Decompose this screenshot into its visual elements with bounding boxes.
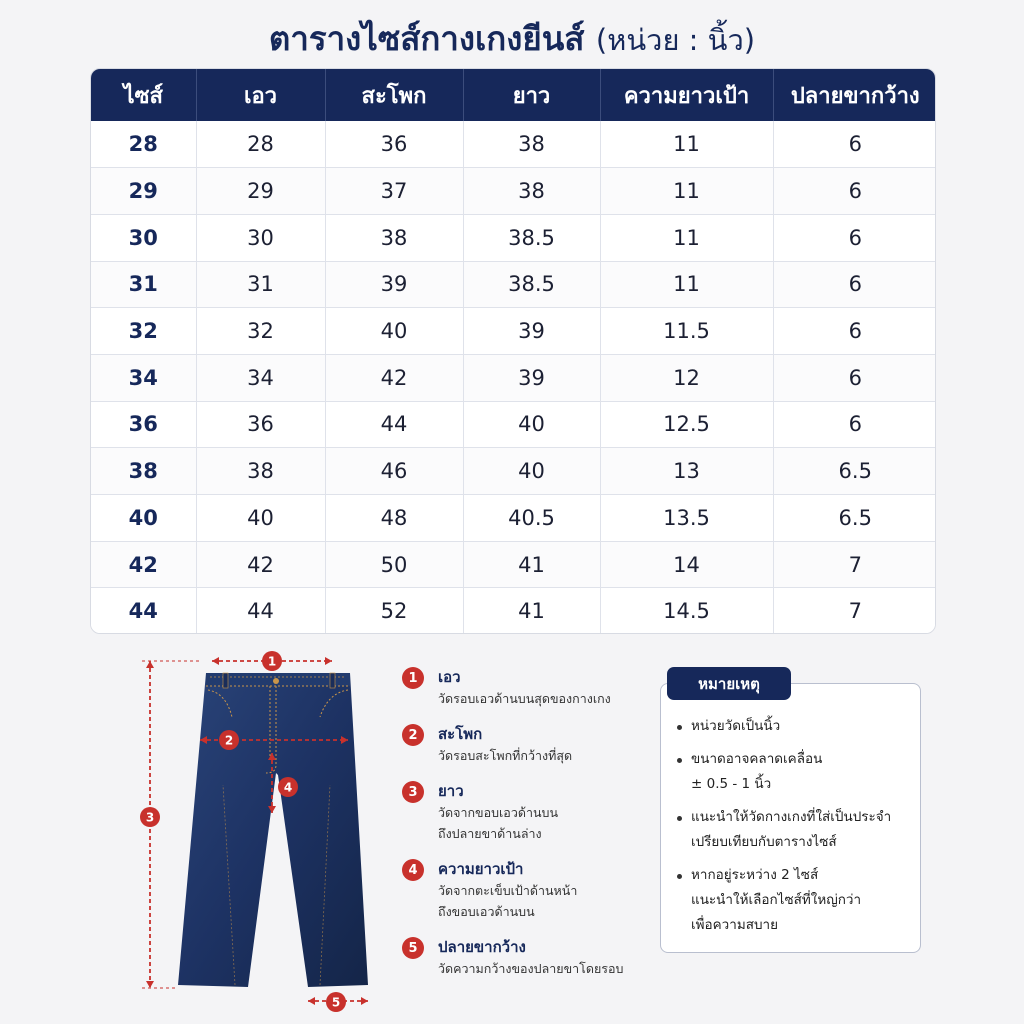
table-row (91, 261, 936, 308)
legend-description: วัดรอบสะโพกที่กว้างที่สุด (438, 748, 573, 763)
cell-waist: 34 (196, 354, 325, 401)
column-header-length: ยาว (463, 69, 600, 121)
cell-leg-opening: 6 (773, 354, 936, 401)
jeans-illustration (178, 673, 368, 987)
cell-length: 38 (463, 121, 600, 168)
cell-leg-opening: 6.5 (773, 495, 936, 542)
cell-waist: 28 (196, 121, 325, 168)
cell-rise: 11.5 (600, 308, 773, 355)
legend-description: วัดความกว้างของปลายขาโดยรอบ (438, 961, 624, 976)
table-row (91, 448, 936, 495)
table-row (91, 588, 936, 634)
cell-waist: 44 (196, 588, 325, 634)
cell-size: 36 (91, 401, 196, 448)
measurement-leg-opening (308, 992, 368, 1012)
cell-length: 38.5 (463, 214, 600, 261)
measurement-legend (402, 666, 652, 993)
cell-leg-opening: 6 (773, 168, 936, 215)
cell-rise: 11 (600, 121, 773, 168)
legend-number-badge: 4 (402, 859, 424, 881)
legend-number-badge: 2 (402, 724, 424, 746)
cell-size: 38 (91, 448, 196, 495)
cell-waist: 38 (196, 448, 325, 495)
cell-size: 42 (91, 541, 196, 588)
cell-rise: 11 (600, 261, 773, 308)
cell-hip: 39 (325, 261, 463, 308)
cell-size: 44 (91, 588, 196, 634)
cell-rise: 14 (600, 541, 773, 588)
legend-name: เอว (438, 668, 461, 686)
cell-waist: 29 (196, 168, 325, 215)
cell-hip: 48 (325, 495, 463, 542)
cell-hip: 42 (325, 354, 463, 401)
table-row (91, 168, 936, 215)
legend-item (402, 723, 652, 766)
cell-size: 32 (91, 308, 196, 355)
cell-length: 39 (463, 354, 600, 401)
cell-rise: 12.5 (600, 401, 773, 448)
note-item (677, 863, 906, 938)
cell-waist: 36 (196, 401, 325, 448)
cell-rise: 11 (600, 214, 773, 261)
cell-length: 40.5 (463, 495, 600, 542)
cell-size: 30 (91, 214, 196, 261)
cell-size: 29 (91, 168, 196, 215)
cell-leg-opening: 6 (773, 308, 936, 355)
cell-leg-opening: 6 (773, 121, 936, 168)
legend-number-badge: 3 (402, 781, 424, 803)
cell-leg-opening: 6 (773, 261, 936, 308)
note-line: หากอยู่ระหว่าง 2 ไซส์ (691, 867, 819, 883)
note-line: ± 0.5 - 1 นิ้ว (691, 776, 772, 792)
table-row (91, 495, 936, 542)
cell-hip: 37 (325, 168, 463, 215)
note-item (677, 805, 906, 855)
column-header-size: ไซส์ (91, 69, 196, 121)
cell-leg-opening: 6.5 (773, 448, 936, 495)
cell-length: 40 (463, 448, 600, 495)
note-line: เพื่อความสบาย (691, 917, 779, 933)
cell-waist: 32 (196, 308, 325, 355)
title-unit: (หน่วย : นิ้ว) (595, 23, 756, 57)
cell-rise: 11 (600, 168, 773, 215)
column-header-hip: สะโพก (325, 69, 463, 121)
cell-rise: 13.5 (600, 495, 773, 542)
table-row (91, 308, 936, 355)
cell-length: 41 (463, 588, 600, 634)
cell-length: 38.5 (463, 261, 600, 308)
legend-item (402, 780, 652, 844)
table-row (91, 541, 936, 588)
cell-size: 40 (91, 495, 196, 542)
table-row (91, 354, 936, 401)
column-header-waist: เอว (196, 69, 325, 121)
table-row (91, 401, 936, 448)
marker-5: 5 (331, 995, 341, 1010)
cell-waist: 30 (196, 214, 325, 261)
table-row (91, 214, 936, 261)
legend-name: สะโพก (438, 725, 483, 743)
cell-leg-opening: 7 (773, 588, 936, 634)
legend-description: วัดจากตะเข็บเป้าด้านหน้า (438, 883, 578, 898)
note-line: เปรียบเทียบกับตารางไซส์ (691, 834, 837, 850)
title-main: ตารางไซส์กางเกงยีนส์ (268, 19, 585, 58)
cell-hip: 38 (325, 214, 463, 261)
table-row (91, 121, 936, 168)
legend-item (402, 858, 652, 922)
marker-2: 2 (224, 733, 234, 748)
cell-rise: 14.5 (600, 588, 773, 634)
cell-hip: 50 (325, 541, 463, 588)
note-item (677, 747, 906, 797)
note-line: หน่วยวัดเป็นนิ้ว (691, 718, 781, 734)
notes-title: หมายเหตุ (667, 667, 791, 700)
cell-waist: 40 (196, 495, 325, 542)
cell-hip: 52 (325, 588, 463, 634)
jeans-diagram (130, 645, 380, 1015)
marker-1: 1 (267, 654, 277, 669)
cell-leg-opening: 7 (773, 541, 936, 588)
legend-description: ถึงปลายขาด้านล่าง (438, 826, 542, 841)
legend-name: ยาว (438, 782, 464, 800)
measurement-waist (212, 651, 332, 671)
note-item (677, 714, 906, 739)
cell-hip: 40 (325, 308, 463, 355)
notes-list (661, 684, 920, 938)
cell-rise: 13 (600, 448, 773, 495)
cell-length: 40 (463, 401, 600, 448)
note-line: ขนาดอาจคลาดเคลื่อน (691, 751, 823, 767)
cell-length: 38 (463, 168, 600, 215)
marker-3: 3 (145, 810, 155, 825)
column-header-rise: ความยาวเป้า (600, 69, 773, 121)
legend-item (402, 936, 652, 979)
cell-waist: 42 (196, 541, 325, 588)
cell-hip: 46 (325, 448, 463, 495)
page-title (0, 12, 1024, 65)
legend-name: ความยาวเป้า (438, 860, 524, 878)
notes-box (660, 683, 921, 953)
legend-name: ปลายขากว้าง (438, 938, 526, 956)
cell-hip: 44 (325, 401, 463, 448)
cell-waist: 31 (196, 261, 325, 308)
cell-rise: 12 (600, 354, 773, 401)
cell-length: 39 (463, 308, 600, 355)
note-line: แนะนำให้วัดกางเกงที่ใส่เป็นประจำ (691, 809, 892, 825)
cell-leg-opening: 6 (773, 401, 936, 448)
legend-item (402, 666, 652, 709)
marker-4: 4 (283, 780, 293, 795)
legend-description: วัดจากขอบเอวด้านบน (438, 805, 558, 820)
cell-length: 41 (463, 541, 600, 588)
column-header-leg-opening: ปลายขากว้าง (773, 69, 936, 121)
cell-hip: 36 (325, 121, 463, 168)
cell-size: 28 (91, 121, 196, 168)
legend-number-badge: 5 (402, 937, 424, 959)
table-header-row (91, 69, 936, 121)
legend-description: ถึงขอบเอวด้านบน (438, 904, 535, 919)
legend-number-badge: 1 (402, 667, 424, 689)
note-line: แนะนำให้เลือกไซส์ที่ใหญ่กว่า (691, 892, 862, 908)
cell-size: 31 (91, 261, 196, 308)
cell-leg-opening: 6 (773, 214, 936, 261)
size-table (90, 68, 936, 634)
cell-size: 34 (91, 354, 196, 401)
legend-description: วัดรอบเอวด้านบนสุดของกางเกง (438, 691, 611, 706)
